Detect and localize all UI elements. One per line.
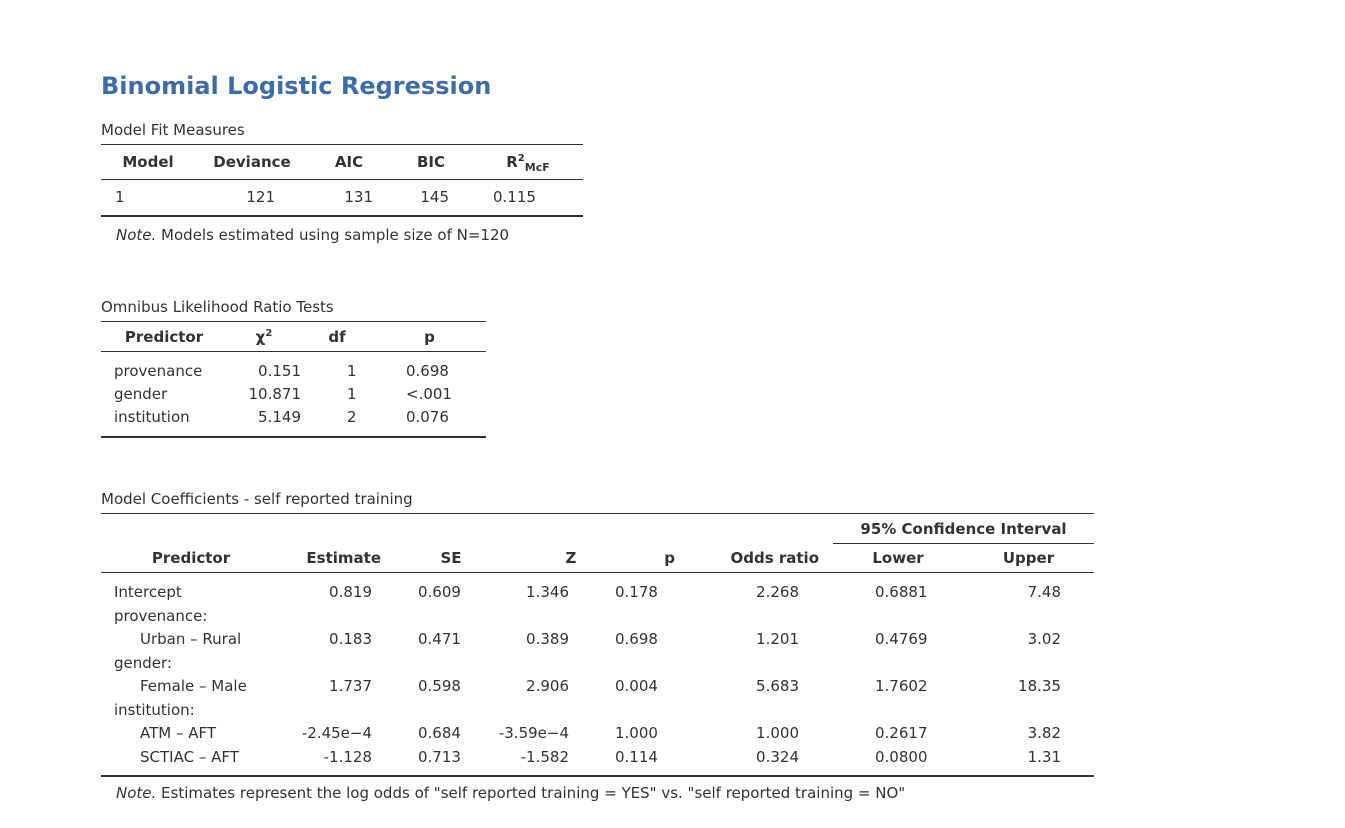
table-row [101, 406, 486, 429]
omnibus-predictor: institution [114, 408, 190, 426]
coef-predictor: SCTIAC – AFT [140, 747, 239, 766]
model-fit-table [101, 144, 583, 217]
coef-group-label: gender: [114, 653, 172, 672]
coef-p: 0.178 [615, 583, 658, 602]
coef-se: 0.598 [418, 677, 461, 696]
coef-p: 0.004 [615, 677, 658, 696]
ci-header: 95% Confidence Interval [833, 514, 1094, 544]
omnibus-chi: 0.151 [258, 362, 301, 380]
omnibus-table [101, 321, 486, 438]
coef-estimate: 0.183 [329, 630, 372, 649]
omnibus-df: 1 [347, 362, 357, 380]
coef-or: 1.201 [756, 630, 799, 649]
fit-header-bic: BIC [416, 153, 446, 171]
table-row [101, 651, 1094, 675]
coef-upper: 3.82 [1027, 724, 1061, 743]
coef-p: 0.698 [615, 630, 658, 649]
omnibus-predictor: provenance [114, 362, 203, 380]
coef-estimate: -1.128 [323, 747, 372, 766]
coef-group-label: institution: [114, 700, 195, 719]
omnibus-p: 0.698 [406, 362, 449, 380]
coef-caption: Model Coefficients - self reported training [101, 490, 413, 508]
coef-p: 1.000 [615, 724, 658, 743]
coef-se: 0.713 [418, 747, 461, 766]
table-row [101, 581, 1094, 605]
omnibus-p: 0.076 [406, 408, 449, 426]
coef-predictor: ATM – AFT [140, 724, 217, 743]
coef-or: 0.324 [756, 747, 799, 766]
coef-upper: 3.02 [1027, 630, 1061, 649]
coef-lower: 0.2617 [875, 724, 928, 743]
fit-header-model: Model [122, 153, 174, 171]
fit-header-deviance: Deviance [213, 153, 291, 171]
omnibus-predictor: gender [114, 385, 168, 403]
coef-z: -3.59e−4 [498, 724, 569, 743]
coef-or: 1.000 [756, 724, 799, 743]
fit-cell-deviance: 121 [246, 188, 275, 207]
coef-z: -1.582 [520, 747, 569, 766]
coef-p: 0.114 [615, 747, 658, 766]
coef-table [101, 513, 1094, 777]
omnibus-df: 2 [347, 408, 357, 426]
coef-header-se: SE [440, 548, 462, 567]
coef-lower: 1.7602 [875, 677, 928, 696]
fit-header-aic: AIC [334, 153, 364, 171]
fit-header-r2: $R^2_{McF}$ [506, 153, 550, 174]
coef-header-estimate: Estimate [306, 548, 381, 567]
coef-z: 2.906 [526, 677, 569, 696]
coef-predictor: Intercept [114, 583, 182, 602]
table-row [101, 745, 1094, 769]
coef-or: 5.683 [756, 677, 799, 696]
fit-cell-r2: 0.115 [493, 188, 536, 207]
coef-header-p: p [664, 548, 675, 567]
page-title: Binomial Logistic Regression [101, 72, 492, 100]
table-row [101, 675, 1094, 699]
table-row [101, 360, 486, 383]
coef-lower: 0.0800 [875, 747, 928, 766]
omnibus-p: <.001 [406, 385, 452, 403]
omnibus-caption: Omnibus Likelihood Ratio Tests [101, 298, 334, 316]
coef-upper: 18.35 [1018, 677, 1061, 696]
fit-note: Note. Models estimated using sample size of N=120 [116, 226, 510, 244]
table-row [101, 698, 1094, 722]
omnibus-chi: 10.871 [248, 385, 301, 403]
coef-z: 1.346 [526, 583, 569, 602]
omnibus-header-p: p [424, 327, 435, 346]
coef-se: 0.609 [418, 583, 461, 602]
fit-caption: Model Fit Measures [101, 121, 245, 139]
fit-cell-aic: 131 [344, 188, 373, 207]
table-row [101, 383, 486, 406]
coef-or: 2.268 [756, 583, 799, 602]
coef-se: 0.684 [418, 724, 461, 743]
coef-estimate: 1.737 [329, 677, 372, 696]
coef-lower: 0.6881 [875, 583, 928, 602]
omnibus-header-predictor: Predictor [124, 327, 204, 346]
coef-estimate: -2.45e−4 [301, 724, 372, 743]
omnibus-header-df: df [328, 327, 346, 346]
coef-estimate: 0.819 [329, 583, 372, 602]
coef-predictor: Female – Male [140, 677, 247, 696]
coef-note: Note. Estimates represent the log odds of "self reported training = YES" vs. "self reported training = NO" [116, 784, 906, 802]
coef-header-lower: Lower [872, 549, 924, 567]
omnibus-header-chi: $\chi^2$ [255, 327, 273, 346]
omnibus-chi: 5.149 [258, 408, 301, 426]
coef-upper: 1.31 [1027, 747, 1061, 766]
coef-lower: 0.4769 [875, 630, 928, 649]
table-row [101, 628, 1094, 652]
table-row [101, 604, 1094, 628]
coef-z: 0.389 [526, 630, 569, 649]
coef-se: 0.471 [418, 630, 461, 649]
coef-header-z: Z [565, 548, 577, 567]
omnibus-df: 1 [347, 385, 357, 403]
coef-group-label: provenance: [114, 606, 208, 625]
coef-upper: 7.48 [1027, 583, 1061, 602]
coef-header-or: Odds ratio [730, 548, 819, 567]
coef-predictor: Urban – Rural [140, 630, 242, 649]
fit-cell-model: 1 [115, 188, 125, 207]
fit-cell-bic: 145 [420, 188, 449, 207]
table-row [101, 722, 1094, 746]
coef-header-upper: Upper [1002, 549, 1055, 567]
table-row [101, 180, 583, 216]
coef-header-predictor: Predictor [151, 548, 231, 567]
